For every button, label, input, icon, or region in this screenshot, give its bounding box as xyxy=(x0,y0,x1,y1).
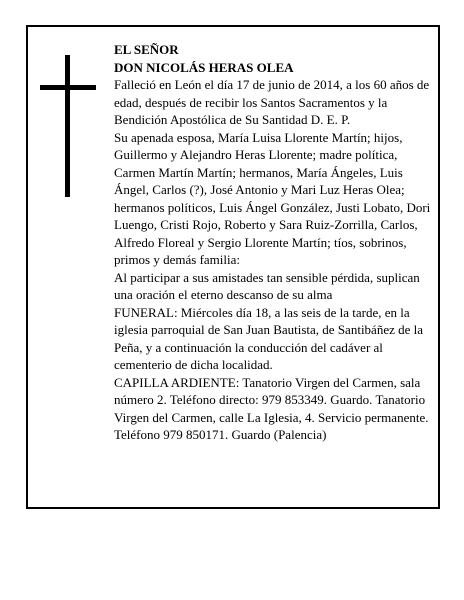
cross-horizontal-bar xyxy=(40,85,96,90)
obituary-text xyxy=(114,41,432,444)
death-details-paragraph: Falleció en León el día 17 de junio de 2014, a los 60 años de edad, después de recibir los Santos Sacramentos y la Bendición Apostólica de Su Santidad D. E. P. xyxy=(114,77,430,127)
obituary-notice-frame xyxy=(26,25,440,509)
funeral-paragraph: FUNERAL: Miércoles día 18, a las seis de la tarde, en la iglesia parroquial de San Juan Bautista, de Santibáñez de la Peña, y a continuación la conducción del cadáver al cementerio de dicha localidad. xyxy=(114,304,424,372)
deceased-honorific: EL SEÑOR xyxy=(114,42,179,57)
cross-icon xyxy=(40,55,96,197)
deceased-name: DON NICOLÁS HERAS OLEA xyxy=(114,59,294,75)
prayer-request-paragraph: Al participar a sus amistades tan sensible pérdida, suplican una oración el eterno descanso de su alma xyxy=(114,269,420,302)
family-paragraph: Su apenada esposa, María Luisa Llorente Martín; hijos, Guillermo y Alejandro Heras Llorente; madre política, Carmen Martín Martín; hermanos, María Ángeles, Luis Ángel, Carlos (?), José Antonio y Mari Luz Heras Olea; hermanos políticos, Luis Ángel González, Justi Lobato, Dori Luengo, Cristi Rojo, Roberto y Sara Ruiz-Zorrilla, Carlos, Alfredo Floreal y Sergio Llorente Martín; tíos, sobrinos, primos y demás familia: xyxy=(114,129,431,267)
chapel-paragraph: CAPILLA ARDIENTE: Tanatorio Virgen del Carmen, sala número 2. Teléfono directo: 979 853349. Guardo. Tanatorio Virgen del Carmen, calle La Iglesia, 4. Servicio permanente. Teléfono 979 850171. Guardo (Palencia) xyxy=(114,374,429,442)
cross-vertical-bar xyxy=(65,55,70,197)
